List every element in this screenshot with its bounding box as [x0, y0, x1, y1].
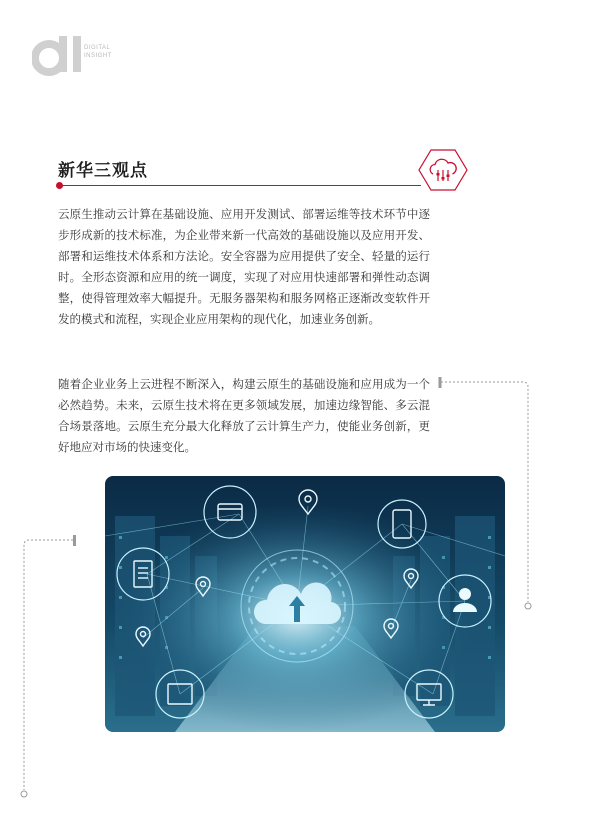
cloud-settings-icon	[418, 148, 468, 192]
title-underline-dot	[56, 182, 63, 189]
logo-line-2: INSIGHT	[84, 53, 112, 59]
section-title: 新华三观点	[58, 161, 148, 181]
logo-line-1: DIGITAL	[84, 45, 111, 51]
logo-subtitle	[84, 44, 112, 60]
paragraph-cloud-native-future: 随着企业业务上云进程不断深入，构建云原生的基础设施和应用成为一个必然趋势。未来，云原生技术将在更多领域发展，加速边缘智能、多云混合场景落地。云原生充分最大化释放了云计算生产力，使能业务创新，更好地应对市场的快速变化。	[58, 377, 430, 454]
paragraph-cloud-native-overview: 云原生推动云计算在基础设施、应用开发测试、部署运维等技术环节中逐步形成新的技术标准，为企业带来新一代高效的基础设施以及应用开发、部署和运维技术体系和方法论。安全容器为应用提供了安全、轻量的运行时。全形态资源和应用的统一调度，实现了对应用快速部署和弹性动态调整，使得管理效率大幅提升。无服务器架构和服务网格正逐渐改变软件开发的模式和流程，实现企业应用架构的现代化，加速业务创新。	[58, 207, 430, 326]
cloud-network-illustration	[105, 476, 505, 732]
title-underline	[58, 185, 421, 186]
